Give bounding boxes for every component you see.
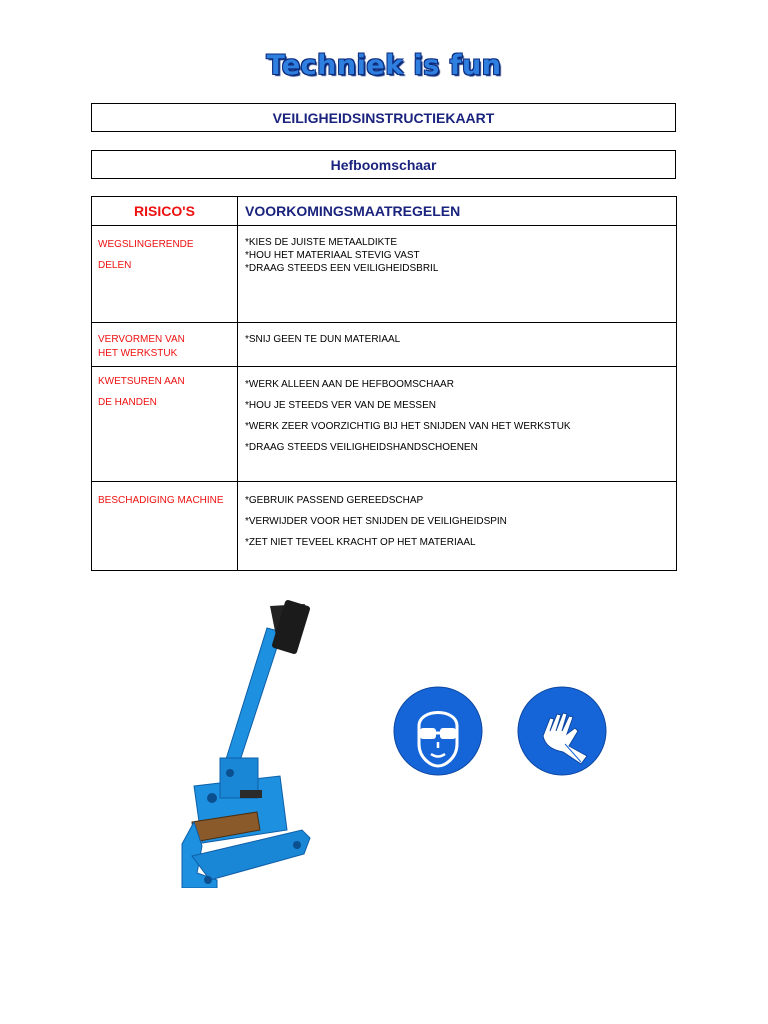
lever-shear-image (42, 598, 402, 888)
card-title-box (91, 103, 676, 132)
machine-name-box (91, 150, 676, 179)
table-row (92, 367, 677, 482)
risk-cell (92, 323, 238, 367)
measures-cell (238, 323, 677, 367)
risk-text: HET WERKSTUK (98, 348, 178, 359)
measures-cell (238, 226, 677, 323)
measure-text: *KIES DE JUISTE METAALDIKTE (245, 237, 398, 248)
measure-text: *DRAAG STEEDS EEN VEILIGHEIDSBRIL (245, 263, 439, 274)
table-row (92, 482, 677, 571)
measure-text: *VERWIJDER VOOR HET SNIJDEN DE VEILIGHEIDSPIN (245, 516, 507, 527)
safety-gloves-sign-icon (517, 686, 607, 776)
risk-text: DELEN (98, 260, 132, 271)
measures-cell (238, 367, 677, 482)
risk-text: BESCHADIGING MACHINE (98, 495, 224, 506)
risk-text: DE HANDEN (98, 397, 157, 408)
measure-text: *SNIJ GEEN TE DUN MATERIAAL (245, 334, 401, 345)
risk-text: WEGSLINGERENDE (98, 239, 194, 250)
table-row (92, 323, 677, 367)
measure-text: *ZET NIET TEVEEL KRACHT OP HET MATERIAAL (245, 537, 476, 548)
risk-text: KWETSUREN AAN (98, 376, 185, 387)
risk-text: VERVORMEN VAN (98, 334, 185, 345)
risk-cell (92, 226, 238, 323)
header-risks: RISICO'S (92, 197, 238, 226)
measures-cell (238, 482, 677, 571)
machine-name: Hefboomschaar (330, 156, 437, 173)
header-measures: VOORKOMINGSMAATREGELEN (238, 197, 677, 226)
risk-cell (92, 482, 238, 571)
risk-cell (92, 367, 238, 482)
measure-text: *DRAAG STEEDS VEILIGHEIDSHANDSCHOENEN (245, 442, 478, 453)
measure-text: *HOU JE STEEDS VER VAN DE MESSEN (245, 400, 436, 411)
measure-text: *GEBRUIK PASSEND GEREEDSCHAP (245, 495, 424, 506)
risk-table (91, 196, 677, 571)
table-row (92, 226, 677, 323)
table-header-row (92, 197, 677, 226)
measure-text: *WERK ZEER VOORZICHTIG BIJ HET SNIJDEN VAN HET WERKSTUK (245, 421, 571, 432)
card-title: VEILIGHEIDSINSTRUCTIEKAART (272, 109, 495, 126)
safety-goggles-sign-icon (393, 686, 483, 776)
measure-text: *HOU HET MATERIAAL STEVIG VAST (245, 250, 420, 261)
measure-text: *WERK ALLEEN AAN DE HEFBOOMSCHAAR (245, 379, 454, 390)
logo-title: Techniek is fun (266, 50, 502, 81)
